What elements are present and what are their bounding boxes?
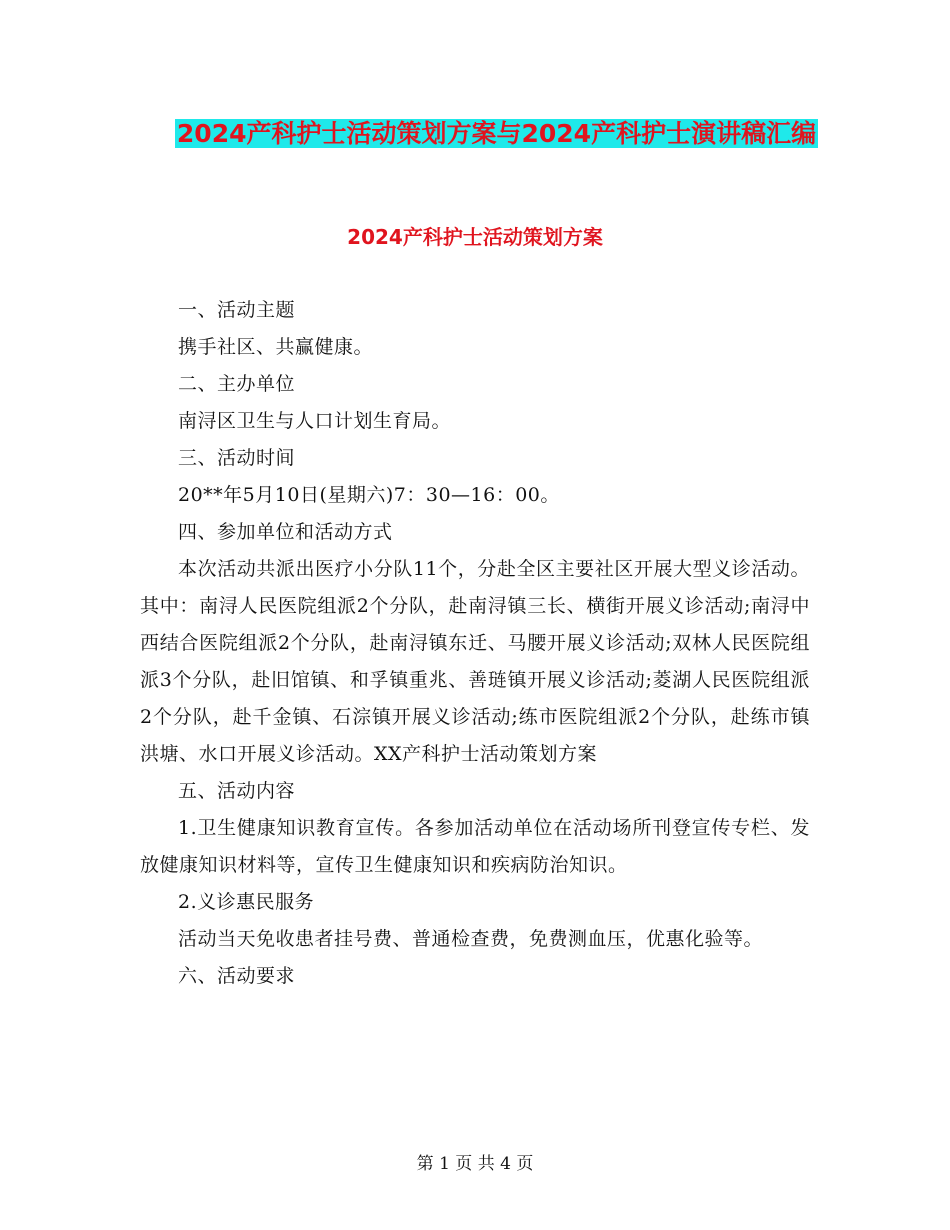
section-title: 2024产科护士活动策划方案 [347, 225, 603, 249]
document-title [140, 112, 853, 155]
page-footer: 第 1 页 共 4 页 [416, 1154, 534, 1174]
paragraph-activity-time: 20**年5月10日(星期六)7：30—16：00。 [178, 484, 560, 506]
heading-activity-content: 五、活动内容 [178, 780, 296, 802]
heading-organizer: 二、主办单位 [178, 373, 296, 395]
paragraph-organizer: 南浔区卫生与人口计划生育局。 [178, 410, 452, 432]
paragraph-health-education: 1.卫生健康知识教育宣传。各参加活动单位在活动场所刊登宣传专栏、发放健康知识材料等，宣传卫生健康知识和疾病防治知识。 [140, 817, 810, 876]
heading-activity-time: 三、活动时间 [178, 447, 296, 469]
heading-activity-theme: 一、活动主题 [178, 299, 296, 321]
paragraph-activity-theme: 携手社区、共赢健康。 [178, 336, 374, 358]
document-body [140, 292, 810, 995]
heading-free-clinic: 2.义诊惠民服务 [178, 891, 315, 913]
heading-participants: 四、参加单位和活动方式 [178, 521, 393, 543]
paragraph-free-clinic: 活动当天免收患者挂号费、普通检查费，免费测血压，优惠化验等。 [178, 928, 764, 950]
heading-activity-requirements: 六、活动要求 [178, 965, 296, 987]
paragraph-participants: 本次活动共派出医疗小分队11个，分赴全区主要社区开展大型义诊活动。其中：南浔人民医院组派2个分队，赴南浔镇三长、横街开展义诊活动;南浔中西结合医院组派2个分队，赴南浔镇东迁、马腰开展义诊活动;双林人民医院组派3个分队，赴旧馆镇、和孚镇重兆、善琏镇开展义诊活动;菱湖人民医院组派2个分队，赴千金镇、石淙镇开展义诊活动;练市医院组派2个分队，赴练市镇洪塘、水口开展义诊活动。XX产科护士活动策划方案 [140, 558, 810, 765]
document-title-highlight: 2024产科护士活动策划方案与2024产科护士演讲稿汇编 [176, 119, 817, 148]
